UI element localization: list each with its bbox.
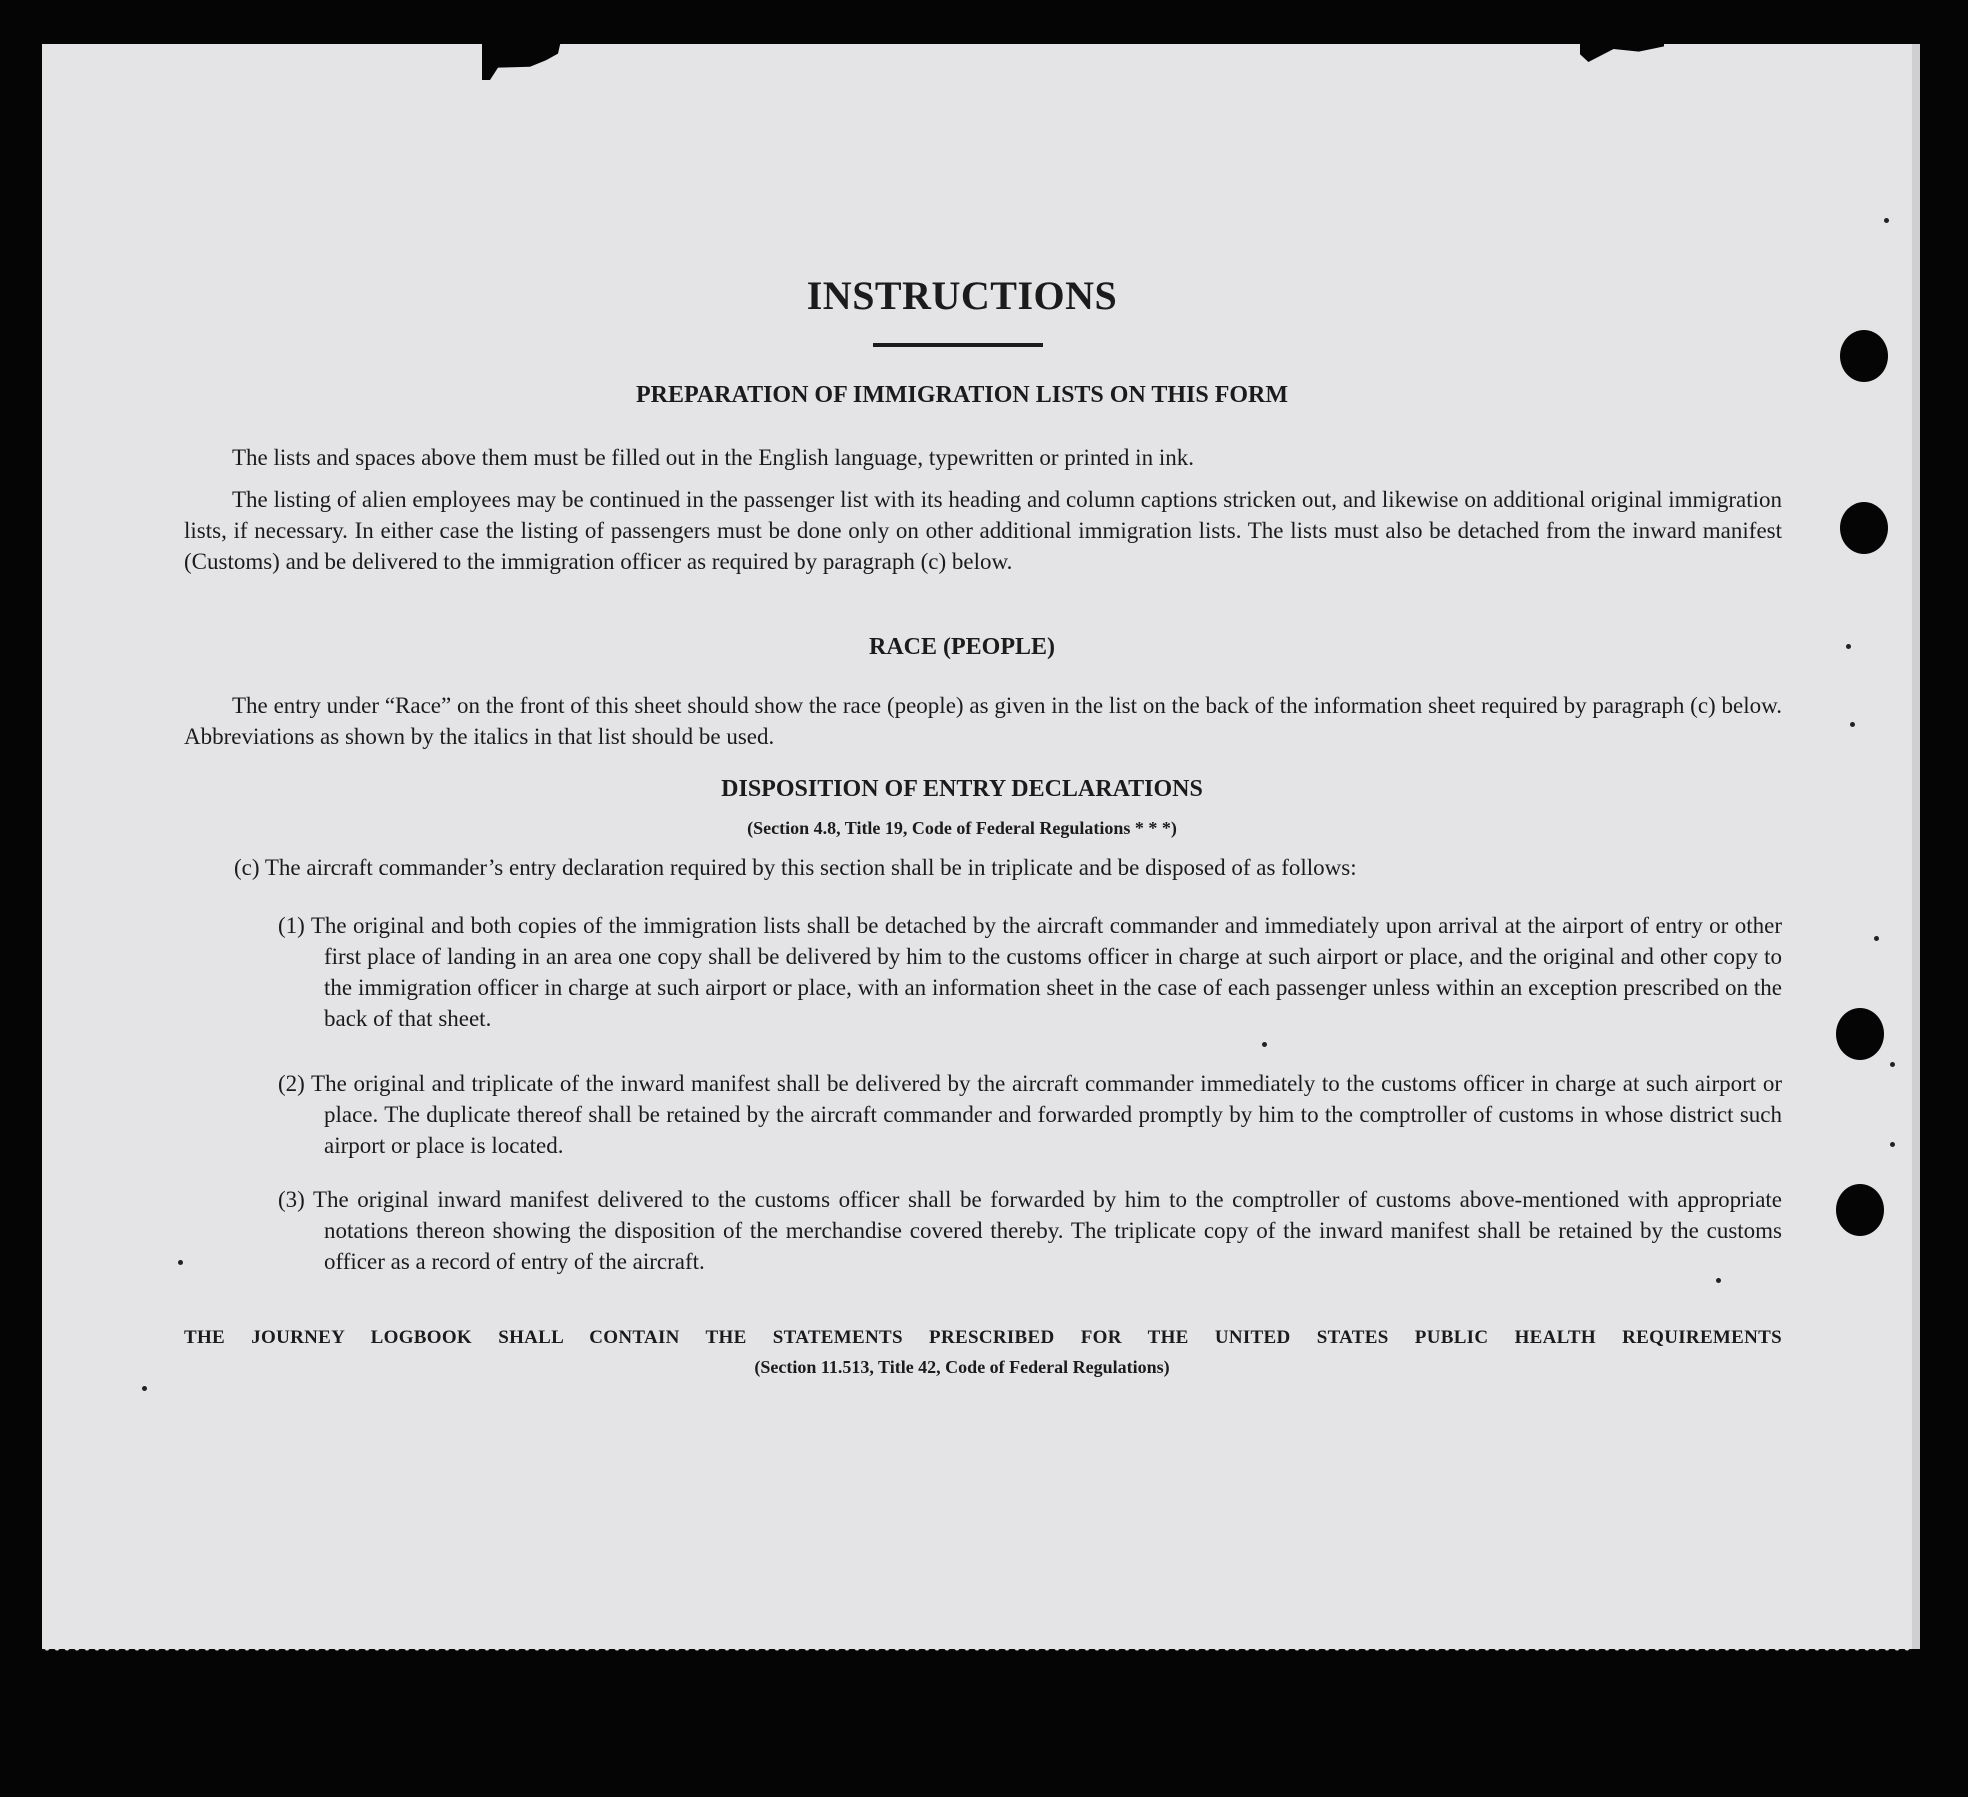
public-health-heading: THE JOURNEY LOGBOOK SHALL CONTAIN THE STATEMENTS PRESCRIBED FOR THE UNITED STATES PUBLIC HEALTH REQUIREMENTS xyxy=(184,1327,1782,1348)
title-underline xyxy=(873,343,1043,347)
race-heading: RACE (PEOPLE) xyxy=(869,634,1055,660)
public-health-reference: (Section 11.513, Title 42, Code of Federal Regulations) xyxy=(754,1357,1170,1377)
disposition-reference: (Section 4.8, Title 19, Code of Federal Regulations * * *) xyxy=(747,818,1177,838)
page-title: INSTRUCTIONS xyxy=(806,273,1118,318)
disposition-heading: DISPOSITION OF ENTRY DECLARATIONS xyxy=(721,776,1203,802)
preparation-heading: PREPARATION OF IMMIGRATION LISTS ON THIS FORM xyxy=(635,382,1289,408)
preparation-paragraph-1: The lists and spaces above them must be filled out in the English language, typewritten or printed in ink. xyxy=(232,445,1194,470)
disposition-item-2: (2) The original and triplicate of the inward manifest shall be delivered by the aircraft commander immediately to the customs officer in charge at such airport or place. The duplicate thereof shall be retained by the aircraft commander and forwarded promptly by him to the comptroller of customs in whose district such airport or place is located. xyxy=(278,1071,1782,1158)
disposition-item-1: (1) The original and both copies of the immigration lists shall be detached by the aircraft commander and immediately upon arrival at the airport of entry or other first place of landing in an area one copy shall be delivered by him to the customs officer in charge at such airport or place, and the original and other copy to the immigration officer in charge at such airport or place, with an information sheet in the case of each passenger unless within an exception prescribed on the back of that sheet. xyxy=(278,913,1782,1031)
disposition-intro: (c) The aircraft commander’s entry declaration required by this section shall be in triplicate and be disposed of as follows: xyxy=(234,855,1357,880)
disposition-item-3: (3) The original inward manifest delivered to the customs officer shall be forwarded by him to the comptroller of customs above-mentioned with appropriate notations thereon showing the disposition of the merchandise covered thereby. The triplicate copy of the inward manifest shall be retained by the customs officer as a record of entry of the aircraft. xyxy=(278,1187,1782,1274)
preparation-paragraph-2: The listing of alien employees may be continued in the passenger list with its heading and column captions stricken out, and likewise on additional original immigration lists, if necessary. In either case the listing of passengers must be done only on other additional immigration lists. The lists must also be detached from the inward manifest (Customs) and be delivered to the immigration officer as required by paragraph (c) below. xyxy=(184,487,1782,574)
instructions-document xyxy=(42,44,1912,1649)
race-paragraph: The entry under “Race” on the front of this sheet should show the race (people) as given in the list on the back of the information sheet required by paragraph (c) below. Abbreviations as shown by the italics in that list should be used. xyxy=(184,693,1782,749)
